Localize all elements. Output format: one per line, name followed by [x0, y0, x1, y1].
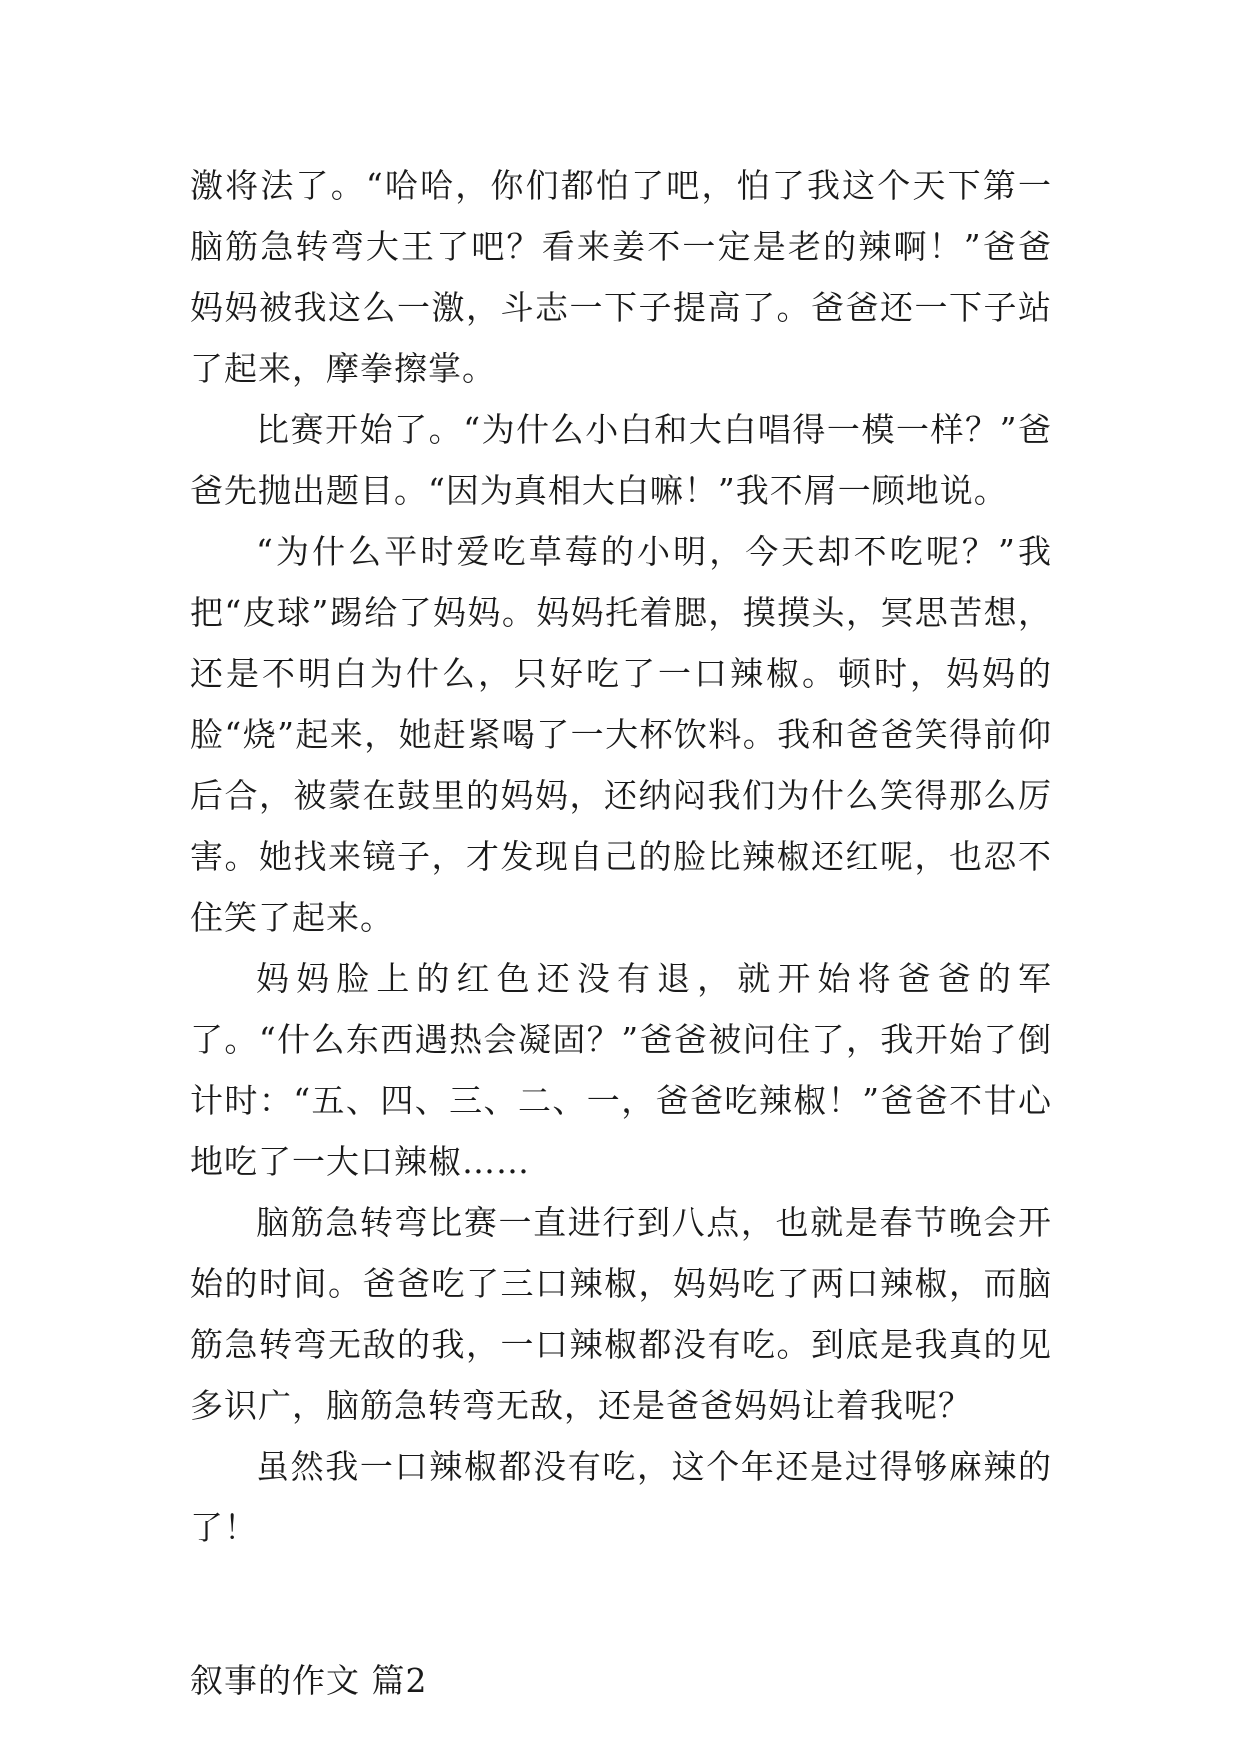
paragraph-2: 比赛开始了。“为什么小白和大白唱得一模一样？”爸爸先抛出题目。“因为真相大白嘛！”我不屑一顾地说。 — [190, 410, 1052, 510]
paragraph-5: 脑筋急转弯比赛一直进行到八点，也就是春节晚会开始的时间。爸爸吃了三口辣椒，妈妈吃了两口辣椒，而脑筋急转弯无敌的我，一口辣椒都没有吃。到底是我真的见多识广，脑筋急转弯无敌，还是爸爸妈妈让着我呢？ — [190, 1203, 1052, 1425]
paragraph-4: 妈妈脸上的红色还没有退，就开始将爸爸的军了。“什么东西遇热会凝固？”爸爸被问住了，我开始了倒计时：“五、四、三、二、一，爸爸吃辣椒！”爸爸不甘心地吃了一大口辣椒…… — [190, 959, 1052, 1181]
paragraph-3: “为什么平时爱吃草莓的小明，今天却不吃呢？”我把“皮球”踢给了妈妈。妈妈托着腮，摸摸头，冥思苦想，还是不明白为什么，只好吃了一口辣椒。顿时，妈妈的脸“烧”起来，她赶紧喝了一大杯饮料。我和爸爸笑得前仰后合，被蒙在鼓里的妈妈，还纳闷我们为什么笑得那么厉害。她找来镜子，才发现自己的脸比辣椒还红呢，也忍不住笑了起来。 — [190, 532, 1052, 937]
paragraph-6: 虽然我一口辣椒都没有吃，这个年还是过得够麻辣的了！ — [190, 1447, 1052, 1547]
section-gap — [190, 1558, 1052, 1650]
paragraph-1: 激将法了。“哈哈，你们都怕了吧，怕了我这个天下第一脑筋急转弯大王了吧？看来姜不一定是老的辣啊！”爸爸妈妈被我这么一激，斗志一下子提高了。爸爸还一下子站了起来，摩拳擦掌。 — [190, 166, 1052, 388]
section-heading: 叙事的作文 篇2 — [190, 1661, 428, 1700]
document-body — [190, 155, 1052, 1711]
